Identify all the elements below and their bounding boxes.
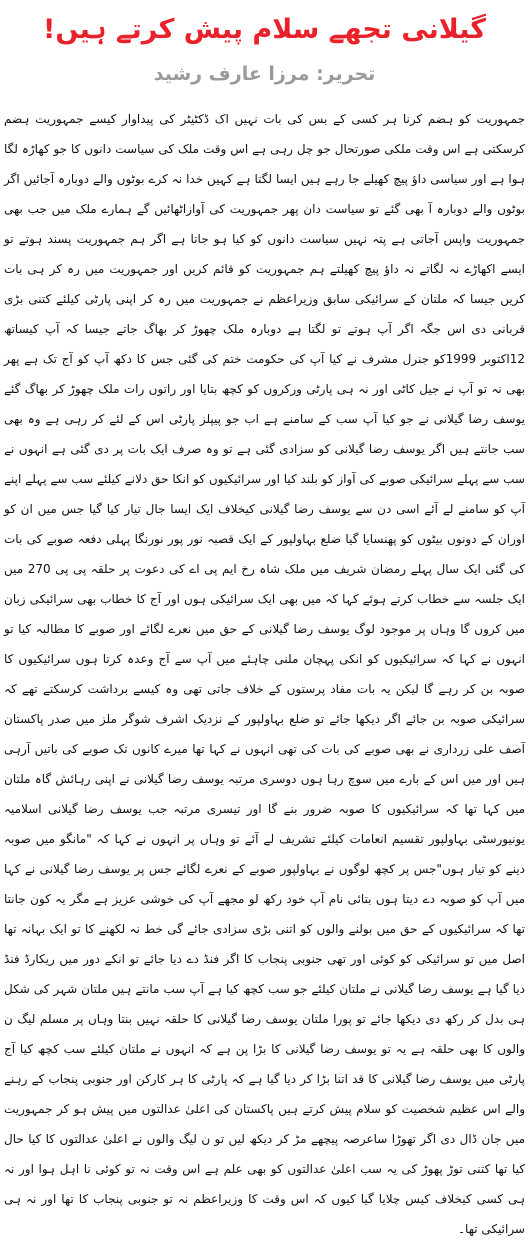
article-body: جمہوریت کو ہضم کرنا ہر کسی کے بس کی بات نہیں اک ڈکٹیٹر کی پیداوار کیسے جمہوریت ہضم کرسکتی ہے اس وقت ملکی صورتحال جو چل رہی ہے اس وقت ملک کی سیاست دانوں کا جو کھاڑہ لگا ہوا ہے اور سیاسی داؤ پیچ کھیلے جا رہے ہیں ایسا لگتا ہے کہیں خدا نہ کرے بوٹوں والے دوبارہ آجائیں اگر بوٹوں والے دوبارہ آ بھی گئے تو سیاست دان پھر جمہوریت کی آوازاٹھائیں گے ہمارے ملک میں جب بھی جمہوریت واپس آجاتی ہے پتہ نہیں سیاست دانوں کو کیا ہو جاتا ہے اگر ہم جمہوریت پسند ہوتے تو ایسے اکھاڑے نہ لگاتے نہ داؤ پیچ کھیلتے ہم جمہوریت کو قائم کریں اور جمہوریت میں رہ کر ہی بات کریں جیسا کہ ملتان کے سرائیکی سابق وزیراعظم نے جمہوریت میں رہ کر اپنی پارٹی کیلئے کتنی بڑی قربانی دی اس جگہ اگر آپ ہوتے تو لگتا ہے دوبارہ ملک چھوڑ کر بھاگ جاتے جیسا کہ آپ کیساتھ 12اکتوبر 1999کو جنرل مشرف نے کیا آپ کی حکومت ختم کی گئی جس کا دکھ آپ کو آج تک ہے پھر بھی نہ تو آپ نے جیل کاٹی اور نہ ہی پارٹی ورکروں کو کچھ بتایا اور راتوں رات ملک چھوڑ کر بھاگ گئے یوسف رضا گیلانی نے جو کیا آپ سب کے سامنے ہے اب جو پیپلز پارٹی اس کے لئے کر رہی ہے وہ بھی سب جانتے ہیں اگر یوسف رضا گیلانی کو سزادی گئی ہے تو وہ صرف ایک بات پر دی گئی ہے انہوں نے سب سے پہلے سرائیکی صوبے کی آواز کو بلند کیا اور سرائیکیوں کو انکا حق دلانے کیلئے سب سے پہلے اپنے آپ کو سامنے لے آئے اسی دن سے یوسف رضا گیلانی کیخلاف ایک ایسا جال تیار کیا گیا جس میں ان کو اوران کے دونوں بیٹوں کو پھنسایا گیا ضلع بہاولپور کے ایک قصبہ نور پور نورنگا پہلی دفعہ صوبے کی بات کی گئی ایک سال پہلے رمضان شریف میں ملک شاہ رخ ایم پی اے کی دعوت پر حلقہ پی پی 270 میں ایک جلسہ سے خطاب کرتے ہوئے کہا کہ میں بھی ایک سرائیکی ہوں اور آج کا خطاب بھی سرائیکی زبان میں کروں گا وہاں پر موجود لوگ یوسف رضا گیلانی کے حق میں نعرے لگائے اور صوبے کا مطالبہ کیا تو انہوں نے کہا کہ سرائیکیوں کو انکی پہچان ملنی چاہئے میں آپ سے آج وعدہ کرتا ہوں سرائیکیوں کا صوبہ بن کر رہے گا لیکن یہ بات مفاد پرستوں کے خلاف جاتی تھی وہ کیسے برداشت کرسکتے تھے کہ سرائیکی صوبہ بن جائے اگر دیکھا جائے تو ضلع بہاولپور کے نزدیک اشرف شوگر ملز میں صدر پاکستان آصف علی زرداری نے بھی صوبے کی بات کی تھی انہوں نے کہا تھا میرے کانوں تک صوبے کی باتیں آرہی ہیں اور میں اس کے بارے میں سوچ رہا ہوں دوسری مرتبہ یوسف رضا گیلانی نے اپنی رہائش گاہ ملتان میں کہا تھا کہ سرائیکیوں کا صوبہ ضرور بنے گا اور تیسری مرتبہ جب یوسف رضا گیلانی اسلامیہ یونیورسٹی بہاولپور تقسیم انعامات کیلئے تشریف لے آئے تو وہاں پر انہوں نے کہا کہ "مانگو میں صوبہ دینے کو تیار ہوں"جس پر کچھ لوگوں نے بہاولپور صوبے کے نعرے لگائے جس پر یوسف رضا گیلانی نے کہا میں آپ کو صوبہ دے دیتا ہوں بتائی نام آپ خود رکھ لو مجھے آپ کی خوشی عزیز ہے مگر یہ کون جانتا تھا کہ سرائیکیوں کے حق میں بولنے والوں کو اتنی بڑی سزادی جائے گی خط نہ لکھنے کا تو ایک بہانہ تھا اصل میں تو سرائیکی کو کوئی اور تھی جنوبی پنجاب کا اگر فنڈ دے دیا جائے تو انکے دور میں ریکارڈ فنڈ دیا گیا ہے یوسف رضا گیلانی نے ملتان کیلئے جو سب کچھ کیا ہے آپ سب مانتے ہیں ملتان شہر کی شکل ہی بدل کر رکھ دی دیکھا جائے تو پورا ملتان یوسف رضا گیلانی کا حلقہ نہیں بنتا وہاں پر مسلم لیگ ن والوں کا بھی حلقہ ہے یہ تو یوسف رضا گیلانی کا بڑا پن ہے کہ انہوں نے ملتان کیلئے سب کچھ کیا آج پارٹی میں یوسف رضا گیلانی کا قد اتنا بڑا کر دیا گیا ہے کہ پارٹی کا ہر کارکن اور جنوبی پنجاب کے رہنے والے اس عظیم شخصیت کو سلام پیش کرتے ہیں پاکستان کی اعلیٰ عدالتوں میں پیش ہو کر جمہوریت میں جان ڈال دی اگر تھوڑا ساعرصہ پیچھے مڑ کر دیکھ لیں تو ن لیگ والوں نے اعلیٰ عدالتوں کا کیا حال کیا تھا کتنی توڑ پھوڑ کی یہ سب اعلیٰ عدالتوں کو بھی علم ہے اس وقت نہ تو کوئی نا اہل ہوا اور نہ ہی کسی کیخلاف کیس چلایا گیا کیوں کہ اس وقت کا وزیراعظم نہ تو جنوبی پنجاب کا تھا اور نہ ہی سرائیکی تھا۔ [4, 112, 526, 1236]
article-byline: تحریر: مرزا عارف رشید [153, 63, 376, 85]
article-headline: گیلانی تجھے سلام پیش کرتے ہیں! [43, 14, 486, 45]
